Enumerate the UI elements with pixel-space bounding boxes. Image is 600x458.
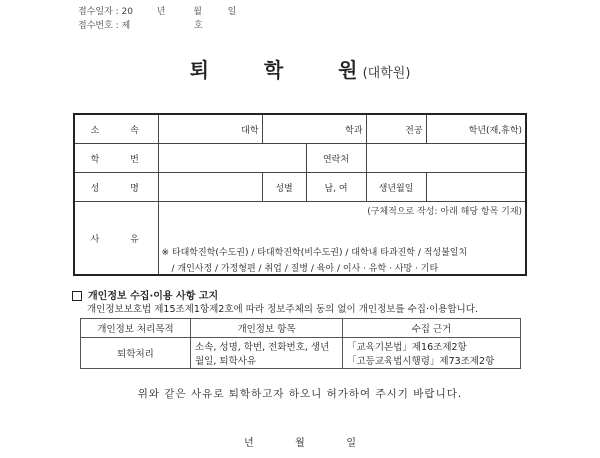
privacy-basis-2: 「고등교육법시행령」제73조제2항 <box>347 356 495 367</box>
affiliation-label: 소 속 <box>74 114 158 144</box>
birth-field[interactable] <box>426 173 526 202</box>
table-row <box>74 144 526 173</box>
reason-field[interactable] <box>158 202 526 276</box>
receipt-date-label: 접수일자 : 20 <box>78 7 133 17</box>
major-field[interactable]: 전공 <box>366 114 426 144</box>
privacy-table <box>80 318 521 369</box>
checkbox-icon <box>72 291 82 301</box>
withdrawal-form-table <box>73 113 527 276</box>
privacy-notice-body: 개인정보보호법 제15조제1항제2호에 따라 정보주체의 동의 없이 개인정보를 수집·이용합니다. <box>87 304 478 315</box>
table-row <box>74 173 526 202</box>
reason-options-line-2: / 개인사정 / 가정형편 / 취업 / 질병 / 육아 / 이사 · 유학 · 사망 · 기타 <box>171 264 439 274</box>
title-sub: (대학원) <box>362 66 411 81</box>
receipt-year-label: 년 <box>156 7 166 17</box>
department-field[interactable]: 학과 <box>262 114 366 144</box>
signature-date <box>0 434 600 449</box>
contact-field[interactable] <box>366 144 526 173</box>
privacy-items: 소속, 성명, 학번, 전화번호, 생년월일, 퇴학사유 <box>191 338 343 369</box>
year-status-field[interactable]: 학년(재,휴학) <box>426 114 526 144</box>
request-text: 위와 같은 사유로 퇴학하고자 하오니 허가하여 주시기 바랍니다. <box>137 388 463 400</box>
receipt-day-label: 일 <box>227 7 237 17</box>
student-id-field[interactable] <box>158 144 306 173</box>
table-row <box>74 114 526 144</box>
table-row <box>81 338 521 369</box>
privacy-header-basis: 수집 근거 <box>343 319 521 338</box>
privacy-notice-title-text: 개인정보 수집·이용 사항 고지 <box>88 291 219 302</box>
receipt-date-line <box>78 4 236 17</box>
contact-label: 연락처 <box>306 144 366 173</box>
date-day-label: 일 <box>346 438 357 449</box>
table-row <box>74 202 526 276</box>
page-title <box>0 54 600 83</box>
privacy-header-purpose: 개인정보 처리목적 <box>81 319 191 338</box>
reason-hint: (구체적으로 작성: 아래 해당 항목 기재) <box>367 207 523 217</box>
date-year-label: 년 <box>243 438 254 449</box>
university-field[interactable]: 대학 <box>158 114 262 144</box>
receipt-number-suffix: 호 <box>193 21 203 31</box>
gender-field[interactable]: 남, 여 <box>306 173 366 202</box>
table-row <box>81 319 521 338</box>
receipt-number-line <box>78 18 203 31</box>
reason-options-line-1: ※ 타대학진학(수도권) / 타대학진학(비수도권) / 대학내 타과진학 / 적성불일치 <box>161 248 468 258</box>
privacy-purpose: 퇴학처리 <box>81 338 191 369</box>
student-id-label: 학 번 <box>74 144 158 173</box>
receipt-number-label: 접수번호 : 제 <box>78 21 131 31</box>
privacy-notice-title <box>72 287 218 302</box>
gender-label: 성별 <box>262 173 306 202</box>
title-main: 퇴 학 원 <box>189 58 358 82</box>
name-field[interactable] <box>158 173 262 202</box>
birth-label: 생년월일 <box>366 173 426 202</box>
privacy-header-items: 개인정보 항목 <box>191 319 343 338</box>
privacy-basis-1: 「교육기본법」제16조제2항 <box>347 342 467 353</box>
receipt-month-label: 월 <box>193 7 202 17</box>
date-month-label: 월 <box>295 438 305 449</box>
privacy-basis <box>343 338 521 369</box>
name-label: 성 명 <box>74 173 158 202</box>
reason-label: 사 유 <box>74 202 158 276</box>
